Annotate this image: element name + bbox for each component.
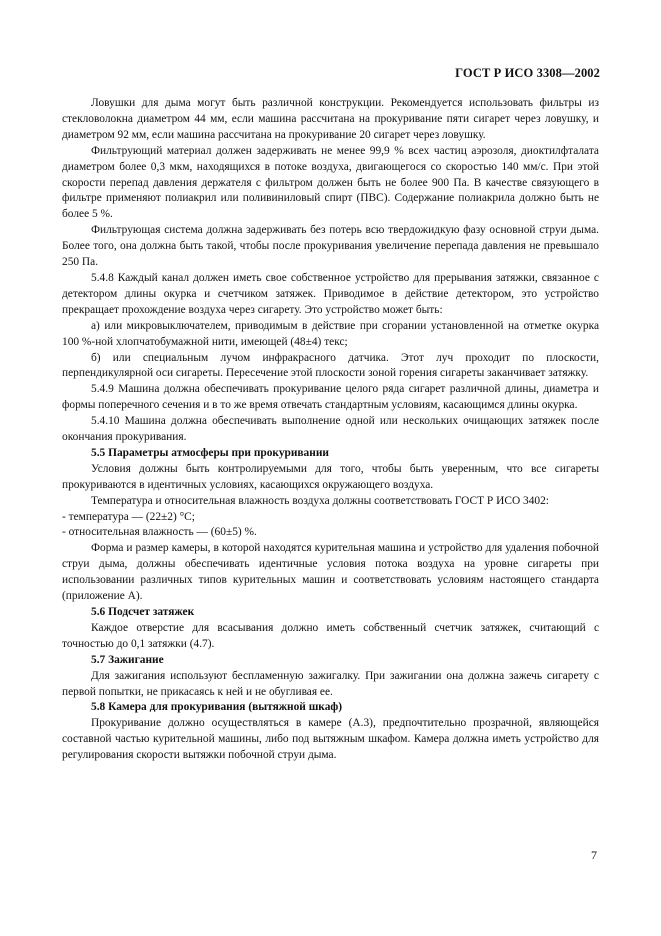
page-number: 7 [591,848,597,862]
section-heading-5-6: 5.6 Подсчет затяжек [91,606,195,618]
list-item-humidity: - относительная влажность — (60±5) %. [62,526,257,539]
paragraph-smoke-traps: Ловушки для дыма могут быть различной конструкции. Рекомендуется использовать фильтры из стекловолокна диаметром 44 мм, если машина рассчитана на прокуривание пяти сигарет через ловушку, и диаметром 92 мм, если машина рассчитана на прокуривание 20 сигарет через ловушку. [62,97,599,141]
paragraph-temperature-humidity: Температура и относительная влажность воздуха должны соответствовать ГОСТ Р ИСО 3402: [91,494,549,507]
paragraph-5-4-10: 5.4.10 Машина должна обеспечивать выполнение одной или нескольких очищающих затяжек после окончания прокуривания. [62,415,599,444]
paragraph-filter-material: Фильтрующий материал должен задерживать не менее 99,9 % всех частиц аэрозоля, диоктилфталата диаметром более 0,3 мкм, находящихся в потоке воздуха, двигающегося со скоростью 140 мм/с. При этой скорости перепад давления держателя с фильтром должен быть не более 900 Па. В качестве связующего в фильтре применяют полиакрил или поливиниловый спирт (ПВС). Содержание полиакрила должно быть не более 5 %. [62,144,599,221]
section-heading-5-5: 5.5 Параметры атмосферы при прокуривании [91,446,329,459]
paragraph-5-4-8: 5.4.8 Каждый канал должен иметь свое собственное устройство для прерывания затяжки, связанное с детектором длины окурка и счетчиком затяжек. Приводимое в действие детектором, это устройство прекращает прохождение воздуха через сигарету. Это устройство может быть: [62,271,599,316]
section-heading-5-7: 5.7 Зажигание [91,653,164,666]
list-item-temperature: - температура — (22±2) °С; [62,510,195,523]
paragraph-option-b: б) или специальным лучом инфракрасного датчика. Этот луч проходит по плоскости, перпендикулярной оси сигареты. Пересечение этой плоскости зоной горения сигареты заканчивает затяжку. [62,351,599,380]
document-body [62,96,599,764]
paragraph-5-4-9: 5.4.9 Машина должна обеспечивать прокуривание целого ряда сигарет различной длины, диаметра и формы поперечного сечения и в то же время отвечать стандартным условиям, касающимся длины окурка. [62,383,599,412]
paragraph-ignition: Для зажигания используют беспламенную зажигалку. При зажигании она должна зажечь сигарету с первой попытки, не прикасаясь к ней и не обугливая ее. [62,669,599,698]
paragraph-conditions: Условия должны быть контролируемыми для того, чтобы быть уверенным, что все сигареты прокуриваются в идентичных условиях, касающихся окружающего воздуха. [62,462,599,491]
paragraph-puff-counter: Каждое отверстие для всасывания должно иметь собственный счетчик затяжек, считающий с точностью до 0,1 затяжки (4.7). [62,621,599,650]
section-heading-5-8: 5.8 Камера для прокуривания (вытяжной шкаф) [91,701,343,714]
standard-header: ГОСТ Р ИСО 3308—2002 [455,66,600,80]
paragraph-smoking-chamber: Прокуривание должно осуществляться в камере (А.3), предпочтительно прозрачной, являющейся составной частью курительной машины, либо под вытяжным шкафом. Камера должна иметь устройство для регулирования скорости вытяжки побочной струи дыма. [62,717,599,762]
paragraph-filter-system: Фильтрующая система должна задерживать без потерь всю твердожидкую фазу основной струи дыма. Более того, она должна быть такой, чтобы после прокуривания увеличение перепада давления не превышало 250 Па. [62,224,599,269]
paragraph-chamber-shape: Форма и размер камеры, в которой находятся курительная машина и устройство для удаления побочной струи дыма, должны обеспечивать идентичные условия потока воздуха на уровне сигареты при использовании различных типов курительных машин и соответствовать условиям настоящего стандарта (приложение А). [62,542,599,603]
paragraph-option-a: а) или микровыключателем, приводимым в действие при сгорании установленной на отметке окурка 100 %-ной хлопчатобумажной нити, имеющей (48±4) текс; [62,319,599,348]
